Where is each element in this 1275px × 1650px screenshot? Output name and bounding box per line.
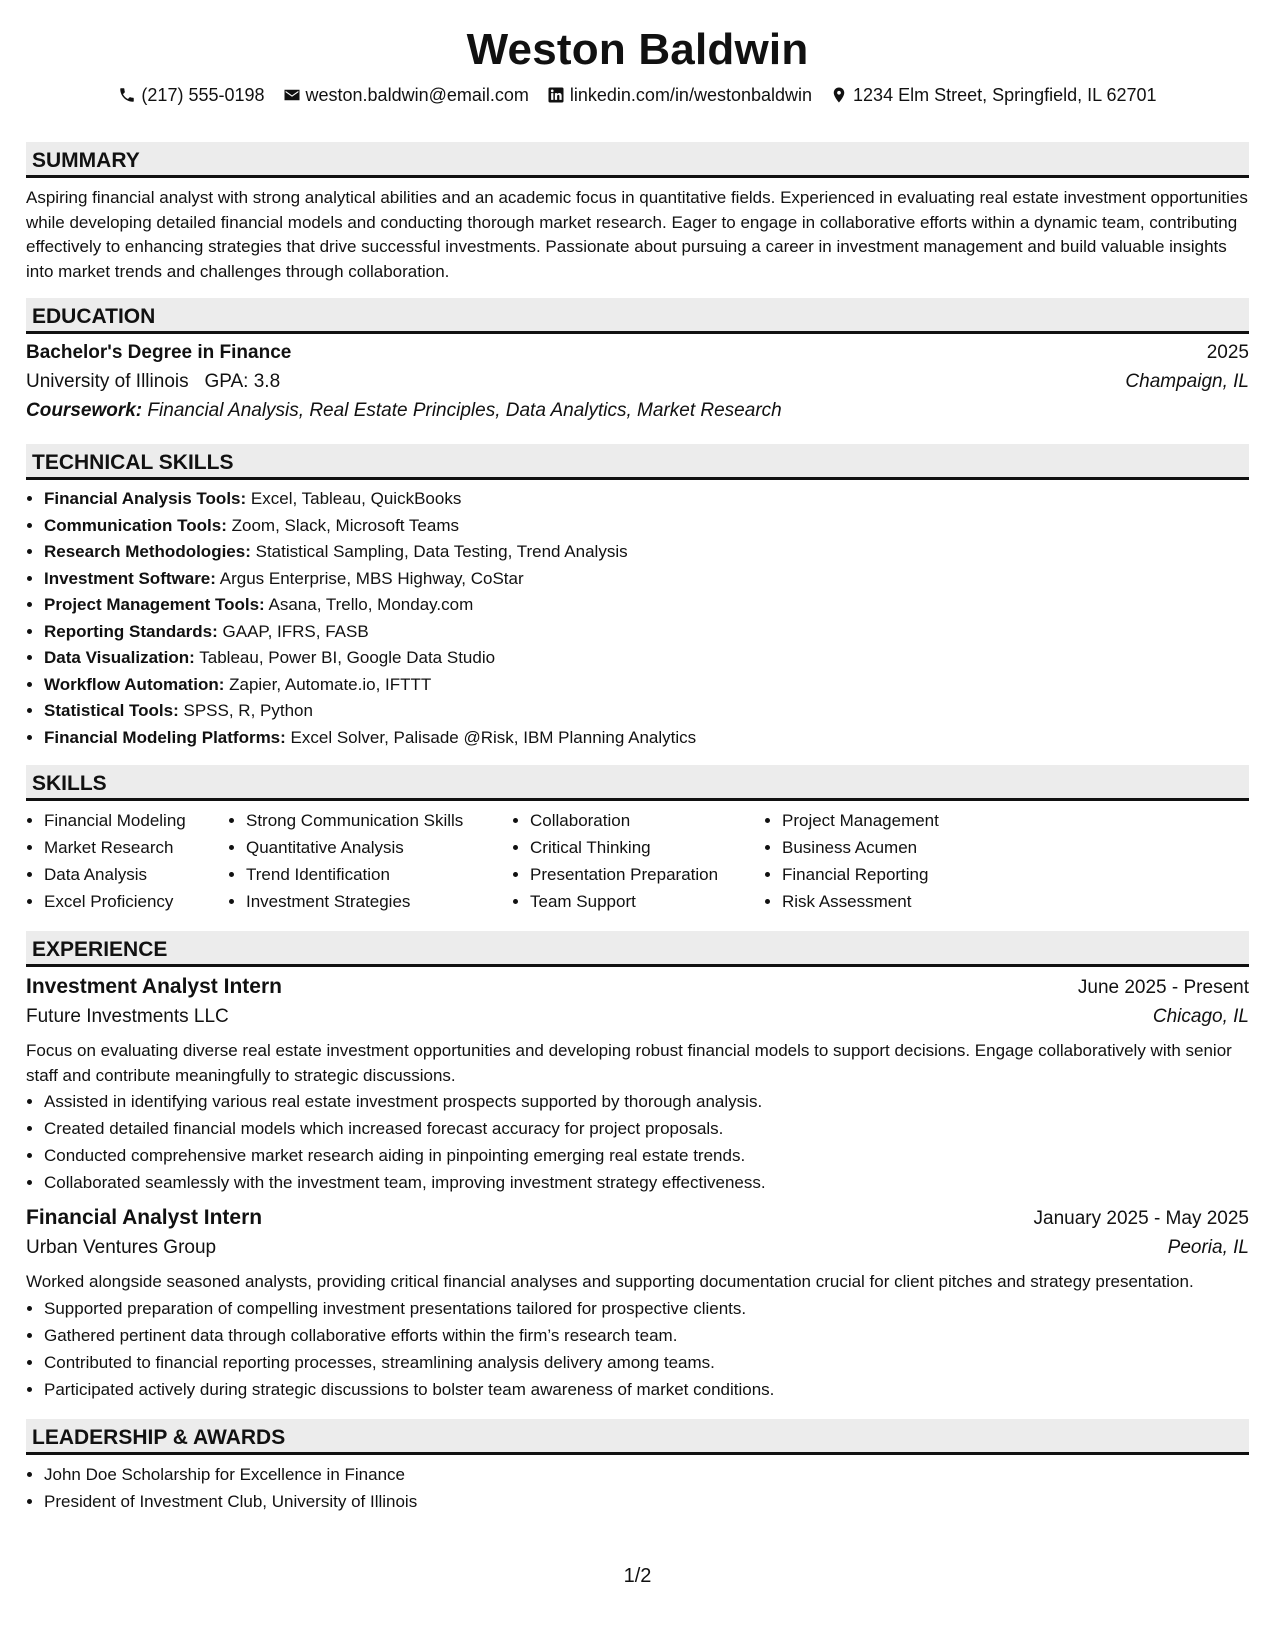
list-item: • Quantitative Analysis bbox=[246, 834, 512, 861]
list-item: • Business Acumen bbox=[782, 834, 1024, 861]
skills-column bbox=[764, 807, 1024, 915]
address-text: 1234 Elm Street, Springfield, IL 62701 bbox=[853, 84, 1157, 105]
skills-column bbox=[512, 807, 764, 915]
location-pin-icon bbox=[830, 86, 848, 104]
coursework-list: Financial Analysis, Real Estate Principles, Data Analytics, Market Research bbox=[147, 400, 782, 421]
contact-address bbox=[830, 85, 1157, 106]
list-item: • Trend Identification bbox=[246, 861, 512, 888]
job-bullets bbox=[26, 1088, 1249, 1196]
job-location: Chicago, IL bbox=[1152, 1006, 1249, 1027]
contact-phone bbox=[118, 85, 264, 106]
education-degree-row bbox=[26, 342, 1249, 371]
degree-title: Bachelor's Degree in Finance bbox=[26, 342, 292, 363]
list-item: • Collaboration bbox=[530, 807, 764, 834]
contact-email[interactable] bbox=[283, 85, 529, 106]
list-item: • Collaborated seamlessly with the investment team, improving investment strategy effectiveness. bbox=[44, 1169, 1249, 1196]
list-item: • Presentation Preparation bbox=[530, 861, 764, 888]
education-school-row bbox=[26, 371, 1249, 400]
school-location: Champaign, IL bbox=[1125, 371, 1249, 392]
list-item: • Financial Modeling Platforms: Excel Solver, Palisade @Risk, IBM Planning Analytics bbox=[44, 725, 1249, 752]
job-description: Focus on evaluating diverse real estate investment opportunities and developing robust financial models to support decisions. Engage collaboratively with senior staff and contribute meaningfully to strategic discussions. bbox=[26, 1041, 1232, 1085]
phone-text: (217) 555-0198 bbox=[141, 84, 265, 105]
list-item: • Team Support bbox=[530, 888, 764, 915]
job-entry bbox=[26, 975, 1249, 1196]
list-item: • Market Research bbox=[44, 834, 228, 861]
section-header-education: EDUCATION bbox=[26, 298, 1249, 334]
job-dates: June 2025 - Present bbox=[1077, 977, 1249, 998]
list-item: • Data Visualization: Tableau, Power BI, Google Data Studio bbox=[44, 645, 1249, 672]
job-bullets bbox=[26, 1295, 1249, 1403]
list-item: • Data Analysis bbox=[44, 861, 228, 888]
coursework-label: Coursework: bbox=[26, 400, 143, 421]
list-item: • Critical Thinking bbox=[530, 834, 764, 861]
technical-skills-list bbox=[26, 486, 1249, 751]
list-item: • Created detailed financial models which increased forecast accuracy for project proposals. bbox=[44, 1115, 1249, 1142]
list-item: • Financial Analysis Tools: Excel, Tableau, QuickBooks bbox=[44, 486, 1249, 513]
degree-year: 2025 bbox=[1206, 342, 1249, 363]
resume-page bbox=[26, 0, 1249, 1515]
contact-linkedin[interactable] bbox=[547, 85, 812, 106]
list-item: • Risk Assessment bbox=[782, 888, 1024, 915]
list-item: • Reporting Standards: GAAP, IFRS, FASB bbox=[44, 619, 1249, 646]
list-item: • Strong Communication Skills bbox=[246, 807, 512, 834]
list-item: • Financial Reporting bbox=[782, 861, 1024, 888]
list-item: • President of Investment Club, University of Illinois bbox=[44, 1488, 1249, 1515]
email-icon bbox=[283, 86, 301, 104]
job-company: Urban Ventures Group bbox=[26, 1237, 217, 1258]
job-company: Future Investments LLC bbox=[26, 1006, 229, 1027]
contact-bar bbox=[26, 82, 1249, 108]
section-header-experience: EXPERIENCE bbox=[26, 931, 1249, 967]
list-item: • Project Management bbox=[782, 807, 1024, 834]
skills-column bbox=[26, 807, 228, 915]
list-item: • Supported preparation of compelling investment presentations tailored for prospective clients. bbox=[44, 1295, 1249, 1322]
list-item: • Assisted in identifying various real estate investment prospects supported by thorough analysis. bbox=[44, 1088, 1249, 1115]
list-item: • Workflow Automation: Zapier, Automate.io, IFTTT bbox=[44, 672, 1249, 699]
list-item: • Research Methodologies: Statistical Sampling, Data Testing, Trend Analysis bbox=[44, 539, 1249, 566]
list-item: • Financial Modeling bbox=[44, 807, 228, 834]
leadership-list bbox=[26, 1461, 1249, 1515]
list-item: • Excel Proficiency bbox=[44, 888, 228, 915]
candidate-name: Weston Baldwin bbox=[466, 25, 809, 74]
linkedin-icon bbox=[547, 86, 565, 104]
job-entry bbox=[26, 1206, 1249, 1403]
section-header-technical-skills: TECHNICAL SKILLS bbox=[26, 444, 1249, 480]
summary-text: Aspiring financial analyst with strong analytical abilities and an academic focus in quantitative fields. Experienced in evaluating real estate investment opportunities while developing detailed financial models and conducting thorough market research. Eager to engage in collaborative efforts within a dynamic team, contributing effectively to enhancing strategies that drive successful investments. Passionate about pursuing a career in investment management and build valuable insights into market trends and challenges through collaboration. bbox=[26, 188, 1248, 281]
gpa: GPA: 3.8 bbox=[204, 371, 281, 392]
list-item: • Communication Tools: Zoom, Slack, Microsoft Teams bbox=[44, 513, 1249, 540]
list-item: • Participated actively during strategic discussions to bolster team awareness of market conditions. bbox=[44, 1376, 1249, 1403]
skills-grid bbox=[26, 807, 1249, 915]
list-item: • Investment Strategies bbox=[246, 888, 512, 915]
list-item: • Contributed to financial reporting processes, streamlining analysis delivery among teams. bbox=[44, 1349, 1249, 1376]
job-title: Financial Analyst Intern bbox=[26, 1206, 263, 1229]
list-item: • Statistical Tools: SPSS, R, Python bbox=[44, 698, 1249, 725]
school-name: University of Illinois bbox=[26, 371, 189, 392]
section-header-summary: SUMMARY bbox=[26, 142, 1249, 178]
school-info bbox=[26, 371, 280, 393]
section-header-skills: SKILLS bbox=[26, 765, 1249, 801]
list-item: • Investment Software: Argus Enterprise, MBS Highway, CoStar bbox=[44, 566, 1249, 593]
phone-icon bbox=[118, 86, 136, 104]
job-description: Worked alongside seasoned analysts, providing critical financial analyses and supporting documentation crucial for client pitches and strategy presentation. bbox=[26, 1272, 1194, 1291]
list-item: • Gathered pertinent data through collaborative efforts within the firm’s research team. bbox=[44, 1322, 1249, 1349]
job-dates: January 2025 - May 2025 bbox=[1033, 1208, 1249, 1229]
list-item: • Conducted comprehensive market research aiding in pinpointing emerging real estate trends. bbox=[44, 1142, 1249, 1169]
job-title: Investment Analyst Intern bbox=[26, 975, 282, 998]
page-number: 1/2 bbox=[623, 1565, 652, 1587]
coursework bbox=[26, 400, 1249, 430]
list-item: • Project Management Tools: Asana, Trello, Monday.com bbox=[44, 592, 1249, 619]
email-text: weston.baldwin@email.com bbox=[305, 84, 529, 105]
skills-column bbox=[228, 807, 512, 915]
list-item: • John Doe Scholarship for Excellence in Finance bbox=[44, 1461, 1249, 1488]
linkedin-text: linkedin.com/in/westonbaldwin bbox=[569, 84, 813, 105]
job-location: Peoria, IL bbox=[1167, 1237, 1249, 1258]
section-header-leadership: LEADERSHIP & AWARDS bbox=[26, 1419, 1249, 1455]
